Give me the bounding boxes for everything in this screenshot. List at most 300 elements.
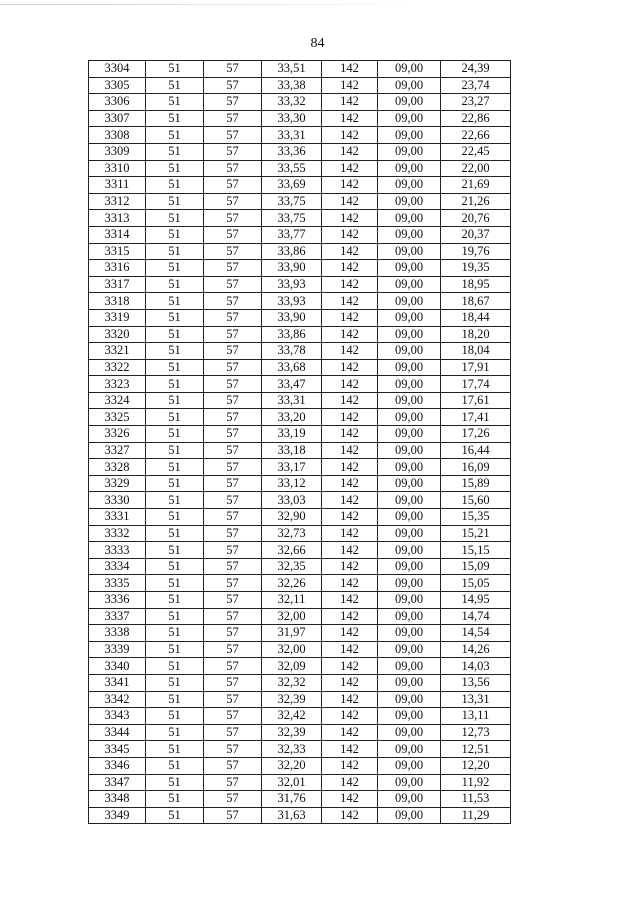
col3-cell: 57	[204, 592, 262, 609]
col2-cell: 51	[146, 542, 204, 559]
col5-cell: 142	[322, 509, 378, 526]
col6-cell: 09,00	[378, 724, 441, 741]
col4-cell: 32,33	[262, 741, 322, 758]
id-cell: 3337	[89, 608, 146, 625]
col6-cell: 09,00	[378, 177, 441, 194]
col5-cell: 142	[322, 426, 378, 443]
col4-cell: 32,66	[262, 542, 322, 559]
col5-cell: 142	[322, 193, 378, 210]
id-cell: 3331	[89, 509, 146, 526]
col3-cell: 57	[204, 343, 262, 360]
col3-cell: 57	[204, 525, 262, 542]
col4-cell: 32,73	[262, 525, 322, 542]
col6-cell: 09,00	[378, 442, 441, 459]
col7-cell: 15,21	[441, 525, 511, 542]
col6-cell: 09,00	[378, 293, 441, 310]
col7-cell: 22,45	[441, 143, 511, 160]
col6-cell: 09,00	[378, 509, 441, 526]
col7-cell: 18,04	[441, 343, 511, 360]
col7-cell: 20,37	[441, 226, 511, 243]
col4-cell: 33,32	[262, 94, 322, 111]
col7-cell: 18,44	[441, 309, 511, 326]
col6-cell: 09,00	[378, 757, 441, 774]
col7-cell: 14,54	[441, 625, 511, 642]
col7-cell: 24,39	[441, 61, 511, 78]
col5-cell: 142	[322, 459, 378, 476]
col2-cell: 51	[146, 575, 204, 592]
col2-cell: 51	[146, 376, 204, 393]
col6-cell: 09,00	[378, 343, 441, 360]
col5-cell: 142	[322, 94, 378, 111]
col7-cell: 22,66	[441, 127, 511, 144]
col4-cell: 33,69	[262, 177, 322, 194]
col3-cell: 57	[204, 475, 262, 492]
id-cell: 3330	[89, 492, 146, 509]
col5-cell: 142	[322, 243, 378, 260]
col6-cell: 09,00	[378, 326, 441, 343]
id-cell: 3319	[89, 309, 146, 326]
table-row	[89, 492, 511, 509]
col5-cell: 142	[322, 226, 378, 243]
col7-cell: 12,51	[441, 741, 511, 758]
col7-cell: 21,26	[441, 193, 511, 210]
table-row	[89, 61, 511, 78]
col7-cell: 20,76	[441, 210, 511, 227]
table-row	[89, 791, 511, 808]
col7-cell: 17,91	[441, 359, 511, 376]
id-cell: 3332	[89, 525, 146, 542]
table-row	[89, 459, 511, 476]
col5-cell: 142	[322, 691, 378, 708]
col7-cell: 15,05	[441, 575, 511, 592]
col6-cell: 09,00	[378, 359, 441, 376]
col7-cell: 12,20	[441, 757, 511, 774]
col6-cell: 09,00	[378, 691, 441, 708]
col3-cell: 57	[204, 193, 262, 210]
table-row	[89, 757, 511, 774]
col4-cell: 33,75	[262, 210, 322, 227]
col4-cell: 32,01	[262, 774, 322, 791]
col3-cell: 57	[204, 608, 262, 625]
col7-cell: 13,31	[441, 691, 511, 708]
col2-cell: 51	[146, 608, 204, 625]
col4-cell: 33,55	[262, 160, 322, 177]
col6-cell: 09,00	[378, 193, 441, 210]
col5-cell: 142	[322, 343, 378, 360]
data-table-body	[89, 61, 511, 824]
col5-cell: 142	[322, 326, 378, 343]
id-cell: 3321	[89, 343, 146, 360]
col2-cell: 51	[146, 409, 204, 426]
col6-cell: 09,00	[378, 658, 441, 675]
col2-cell: 51	[146, 558, 204, 575]
col5-cell: 142	[322, 177, 378, 194]
col4-cell: 33,17	[262, 459, 322, 476]
id-cell: 3340	[89, 658, 146, 675]
table-row	[89, 226, 511, 243]
col7-cell: 15,60	[441, 492, 511, 509]
col2-cell: 51	[146, 708, 204, 725]
col2-cell: 51	[146, 143, 204, 160]
table-row	[89, 210, 511, 227]
col7-cell: 14,95	[441, 592, 511, 609]
id-cell: 3326	[89, 426, 146, 443]
col3-cell: 57	[204, 260, 262, 277]
col7-cell: 16,09	[441, 459, 511, 476]
col7-cell: 17,61	[441, 392, 511, 409]
col6-cell: 09,00	[378, 492, 441, 509]
col5-cell: 142	[322, 757, 378, 774]
col2-cell: 51	[146, 260, 204, 277]
id-cell: 3323	[89, 376, 146, 393]
col5-cell: 142	[322, 774, 378, 791]
col7-cell: 19,35	[441, 260, 511, 277]
col7-cell: 18,95	[441, 276, 511, 293]
col4-cell: 33,36	[262, 143, 322, 160]
col4-cell: 33,47	[262, 376, 322, 393]
col2-cell: 51	[146, 127, 204, 144]
id-cell: 3305	[89, 77, 146, 94]
table-row	[89, 674, 511, 691]
col4-cell: 33,51	[262, 61, 322, 78]
col5-cell: 142	[322, 276, 378, 293]
col3-cell: 57	[204, 309, 262, 326]
col6-cell: 09,00	[378, 558, 441, 575]
col3-cell: 57	[204, 359, 262, 376]
col4-cell: 32,26	[262, 575, 322, 592]
col2-cell: 51	[146, 61, 204, 78]
col6-cell: 09,00	[378, 376, 441, 393]
table-row	[89, 608, 511, 625]
id-cell: 3343	[89, 708, 146, 725]
col4-cell: 32,39	[262, 691, 322, 708]
table-row	[89, 392, 511, 409]
table-row	[89, 807, 511, 824]
col2-cell: 51	[146, 94, 204, 111]
col4-cell: 33,78	[262, 343, 322, 360]
col7-cell: 17,26	[441, 426, 511, 443]
table-row	[89, 625, 511, 642]
col4-cell: 32,35	[262, 558, 322, 575]
col3-cell: 57	[204, 160, 262, 177]
col2-cell: 51	[146, 309, 204, 326]
col4-cell: 33,03	[262, 492, 322, 509]
col2-cell: 51	[146, 459, 204, 476]
col6-cell: 09,00	[378, 475, 441, 492]
col6-cell: 09,00	[378, 210, 441, 227]
col3-cell: 57	[204, 77, 262, 94]
col5-cell: 142	[322, 625, 378, 642]
id-cell: 3320	[89, 326, 146, 343]
col7-cell: 15,35	[441, 509, 511, 526]
table-row	[89, 94, 511, 111]
col5-cell: 142	[322, 160, 378, 177]
col5-cell: 142	[322, 376, 378, 393]
col3-cell: 57	[204, 708, 262, 725]
id-cell: 3307	[89, 110, 146, 127]
col3-cell: 57	[204, 674, 262, 691]
col4-cell: 32,42	[262, 708, 322, 725]
col6-cell: 09,00	[378, 625, 441, 642]
col4-cell: 33,90	[262, 309, 322, 326]
col5-cell: 142	[322, 525, 378, 542]
col4-cell: 33,86	[262, 326, 322, 343]
col6-cell: 09,00	[378, 592, 441, 609]
col7-cell: 15,89	[441, 475, 511, 492]
col7-cell: 16,44	[441, 442, 511, 459]
col7-cell: 13,56	[441, 674, 511, 691]
col6-cell: 09,00	[378, 61, 441, 78]
col3-cell: 57	[204, 392, 262, 409]
col2-cell: 51	[146, 674, 204, 691]
col6-cell: 09,00	[378, 143, 441, 160]
col4-cell: 33,12	[262, 475, 322, 492]
col7-cell: 18,20	[441, 326, 511, 343]
col4-cell: 31,97	[262, 625, 322, 642]
col4-cell: 33,30	[262, 110, 322, 127]
table-row	[89, 426, 511, 443]
id-cell: 3314	[89, 226, 146, 243]
col2-cell: 51	[146, 426, 204, 443]
col7-cell: 12,73	[441, 724, 511, 741]
col2-cell: 51	[146, 774, 204, 791]
table-row	[89, 309, 511, 326]
id-cell: 3313	[89, 210, 146, 227]
col3-cell: 57	[204, 757, 262, 774]
table-row	[89, 641, 511, 658]
col7-cell: 13,11	[441, 708, 511, 725]
col5-cell: 142	[322, 359, 378, 376]
col4-cell: 32,20	[262, 757, 322, 774]
col5-cell: 142	[322, 807, 378, 824]
id-cell: 3349	[89, 807, 146, 824]
col2-cell: 51	[146, 757, 204, 774]
col3-cell: 57	[204, 210, 262, 227]
col7-cell: 11,53	[441, 791, 511, 808]
col2-cell: 51	[146, 724, 204, 741]
col5-cell: 142	[322, 210, 378, 227]
col2-cell: 51	[146, 177, 204, 194]
data-table-container	[88, 60, 510, 824]
col3-cell: 57	[204, 293, 262, 310]
id-cell: 3348	[89, 791, 146, 808]
id-cell: 3324	[89, 392, 146, 409]
col6-cell: 09,00	[378, 110, 441, 127]
col7-cell: 14,26	[441, 641, 511, 658]
table-row	[89, 475, 511, 492]
id-cell: 3311	[89, 177, 146, 194]
id-cell: 3322	[89, 359, 146, 376]
col2-cell: 51	[146, 359, 204, 376]
id-cell: 3304	[89, 61, 146, 78]
col7-cell: 21,69	[441, 177, 511, 194]
col4-cell: 33,93	[262, 276, 322, 293]
id-cell: 3310	[89, 160, 146, 177]
col7-cell: 15,15	[441, 542, 511, 559]
col7-cell: 23,27	[441, 94, 511, 111]
col6-cell: 09,00	[378, 392, 441, 409]
col2-cell: 51	[146, 326, 204, 343]
col6-cell: 09,00	[378, 708, 441, 725]
table-row	[89, 592, 511, 609]
table-row	[89, 260, 511, 277]
table-row	[89, 326, 511, 343]
col7-cell: 15,09	[441, 558, 511, 575]
col4-cell: 32,39	[262, 724, 322, 741]
table-row	[89, 127, 511, 144]
table-row	[89, 293, 511, 310]
col4-cell: 32,00	[262, 641, 322, 658]
col3-cell: 57	[204, 376, 262, 393]
table-row	[89, 658, 511, 675]
table-row	[89, 376, 511, 393]
col4-cell: 33,31	[262, 127, 322, 144]
col3-cell: 57	[204, 110, 262, 127]
col3-cell: 57	[204, 741, 262, 758]
id-cell: 3306	[89, 94, 146, 111]
col7-cell: 22,00	[441, 160, 511, 177]
col3-cell: 57	[204, 774, 262, 791]
col4-cell: 33,77	[262, 226, 322, 243]
table-row	[89, 193, 511, 210]
id-cell: 3339	[89, 641, 146, 658]
col7-cell: 11,29	[441, 807, 511, 824]
col5-cell: 142	[322, 293, 378, 310]
id-cell: 3336	[89, 592, 146, 609]
col4-cell: 33,86	[262, 243, 322, 260]
col6-cell: 09,00	[378, 243, 441, 260]
col2-cell: 51	[146, 243, 204, 260]
col6-cell: 09,00	[378, 525, 441, 542]
id-cell: 3315	[89, 243, 146, 260]
col4-cell: 33,18	[262, 442, 322, 459]
table-row	[89, 691, 511, 708]
col7-cell: 17,74	[441, 376, 511, 393]
col6-cell: 09,00	[378, 774, 441, 791]
col2-cell: 51	[146, 509, 204, 526]
table-row	[89, 110, 511, 127]
table-row	[89, 558, 511, 575]
col3-cell: 57	[204, 177, 262, 194]
col3-cell: 57	[204, 691, 262, 708]
col4-cell: 32,09	[262, 658, 322, 675]
col6-cell: 09,00	[378, 807, 441, 824]
col2-cell: 51	[146, 160, 204, 177]
col5-cell: 142	[322, 392, 378, 409]
id-cell: 3328	[89, 459, 146, 476]
table-row	[89, 542, 511, 559]
col3-cell: 57	[204, 542, 262, 559]
col6-cell: 09,00	[378, 608, 441, 625]
col4-cell: 31,76	[262, 791, 322, 808]
col2-cell: 51	[146, 442, 204, 459]
col4-cell: 33,38	[262, 77, 322, 94]
id-cell: 3345	[89, 741, 146, 758]
col5-cell: 142	[322, 260, 378, 277]
table-row	[89, 359, 511, 376]
table-row	[89, 276, 511, 293]
id-cell: 3334	[89, 558, 146, 575]
col3-cell: 57	[204, 94, 262, 111]
id-cell: 3333	[89, 542, 146, 559]
col3-cell: 57	[204, 127, 262, 144]
col6-cell: 09,00	[378, 741, 441, 758]
col3-cell: 57	[204, 442, 262, 459]
col5-cell: 142	[322, 475, 378, 492]
col7-cell: 19,76	[441, 243, 511, 260]
col2-cell: 51	[146, 492, 204, 509]
col6-cell: 09,00	[378, 409, 441, 426]
col5-cell: 142	[322, 741, 378, 758]
col5-cell: 142	[322, 127, 378, 144]
id-cell: 3329	[89, 475, 146, 492]
col6-cell: 09,00	[378, 542, 441, 559]
table-row	[89, 708, 511, 725]
table-row	[89, 741, 511, 758]
table-row	[89, 575, 511, 592]
col5-cell: 142	[322, 110, 378, 127]
id-cell: 3309	[89, 143, 146, 160]
table-row	[89, 77, 511, 94]
table-row	[89, 525, 511, 542]
col5-cell: 142	[322, 442, 378, 459]
col6-cell: 09,00	[378, 94, 441, 111]
col3-cell: 57	[204, 326, 262, 343]
col3-cell: 57	[204, 243, 262, 260]
col3-cell: 57	[204, 807, 262, 824]
col6-cell: 09,00	[378, 426, 441, 443]
table-row	[89, 177, 511, 194]
col4-cell: 32,90	[262, 509, 322, 526]
col5-cell: 142	[322, 592, 378, 609]
scan-artifact-line	[0, 4, 420, 5]
col5-cell: 142	[322, 77, 378, 94]
table-row	[89, 409, 511, 426]
col4-cell: 32,32	[262, 674, 322, 691]
id-cell: 3342	[89, 691, 146, 708]
table-row	[89, 143, 511, 160]
col6-cell: 09,00	[378, 160, 441, 177]
col5-cell: 142	[322, 61, 378, 78]
col3-cell: 57	[204, 459, 262, 476]
id-cell: 3344	[89, 724, 146, 741]
col7-cell: 22,86	[441, 110, 511, 127]
id-cell: 3347	[89, 774, 146, 791]
col2-cell: 51	[146, 525, 204, 542]
col2-cell: 51	[146, 641, 204, 658]
col2-cell: 51	[146, 741, 204, 758]
col6-cell: 09,00	[378, 77, 441, 94]
col7-cell: 14,74	[441, 608, 511, 625]
id-cell: 3316	[89, 260, 146, 277]
col2-cell: 51	[146, 293, 204, 310]
col7-cell: 18,67	[441, 293, 511, 310]
col2-cell: 51	[146, 210, 204, 227]
col4-cell: 33,20	[262, 409, 322, 426]
col5-cell: 142	[322, 641, 378, 658]
table-row	[89, 509, 511, 526]
col5-cell: 142	[322, 492, 378, 509]
col3-cell: 57	[204, 625, 262, 642]
col5-cell: 142	[322, 575, 378, 592]
col2-cell: 51	[146, 691, 204, 708]
col2-cell: 51	[146, 625, 204, 642]
col3-cell: 57	[204, 509, 262, 526]
col3-cell: 57	[204, 641, 262, 658]
col5-cell: 142	[322, 143, 378, 160]
col2-cell: 51	[146, 475, 204, 492]
col6-cell: 09,00	[378, 127, 441, 144]
